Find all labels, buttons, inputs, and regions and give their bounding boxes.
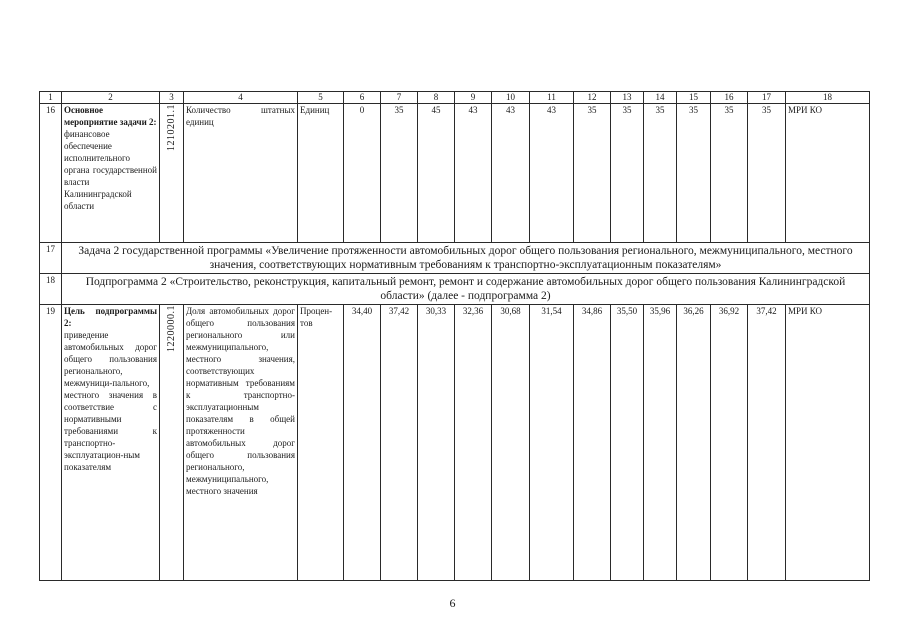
section-row [40, 243, 870, 274]
value-cell: 35 [381, 104, 418, 243]
column-header: 14 [644, 92, 677, 104]
column-header: 1 [40, 92, 62, 104]
value-cell: 34,40 [344, 305, 381, 581]
indicators-table [39, 91, 870, 581]
measure-name [62, 104, 160, 243]
value-cell: 32,36 [455, 305, 492, 581]
indicator-name: Доля автомобильных дорог общего пользования регионального или межмуниципального, местного значения, соответствующих нормативным требованиям к транспортно-эксплуатационным показателям в общей протяженности автомобильных дорог общего пользования регионального, межмуниципального, местного значения [184, 305, 298, 581]
value-cell: 43 [492, 104, 530, 243]
value-cell: 35,50 [611, 305, 644, 581]
measure-name [62, 305, 160, 581]
section-row [40, 274, 870, 305]
unit: Единиц [298, 104, 344, 243]
row-number: 16 [40, 104, 62, 243]
column-header: 2 [62, 92, 160, 104]
page-number: 6 [449, 596, 456, 610]
value-cell: 35,96 [644, 305, 677, 581]
indicator-name: Количество штатных единиц [184, 104, 298, 243]
section-title: Задача 2 государственной программы «Увеличение протяженности автомобильных дорог общего пользования регионального, межмуниципального, местного значения, соответствующих нормативным требованиям к транспортно-эксплуатационным показателям» [62, 243, 870, 274]
table-row [40, 305, 870, 581]
column-header: 10 [492, 92, 530, 104]
column-header: 15 [677, 92, 711, 104]
section-title: Подпрограмма 2 «Строительство, реконструкция, капитальный ремонт, ремонт и содержание автомобильных дорог общего пользования Калининградской области» (далее - подпрограмма 2) [62, 274, 870, 305]
value-cell: 35 [677, 104, 711, 243]
value-cell: 43 [455, 104, 492, 243]
value-cell: 43 [530, 104, 574, 243]
column-header: 3 [160, 92, 184, 104]
value-cell: 34,86 [574, 305, 611, 581]
value-cell: 37,42 [381, 305, 418, 581]
value-cell: 35 [711, 104, 748, 243]
column-header: 16 [711, 92, 748, 104]
column-header: 12 [574, 92, 611, 104]
classification-code: 1210201.1 [165, 104, 177, 151]
classification-code: 1220000.1 [165, 305, 177, 352]
responsible: МРИ КО [786, 305, 870, 581]
value-cell: 0 [344, 104, 381, 243]
row-number: 19 [40, 305, 62, 581]
value-cell: 37,42 [748, 305, 786, 581]
value-cell: 31,54 [530, 305, 574, 581]
measure-name-rest: приведение автомобильных дорог общего пользования регионального, межмуници-пального, местного значения в соответствие с нормативными требованиями к транспортно-эксплуатацион-ным показателям [64, 330, 157, 472]
value-cell: 35 [574, 104, 611, 243]
header-row [40, 92, 870, 104]
column-header: 17 [748, 92, 786, 104]
column-header: 11 [530, 92, 574, 104]
column-header: 18 [786, 92, 870, 104]
column-header: 13 [611, 92, 644, 104]
column-header: 5 [298, 92, 344, 104]
value-cell: 36,26 [677, 305, 711, 581]
unit: Процен-тов [298, 305, 344, 581]
value-cell: 35 [748, 104, 786, 243]
measure-name-bold: Цель подпрограммы 2: [64, 306, 157, 328]
value-cell: 36,92 [711, 305, 748, 581]
row-number: 18 [40, 274, 62, 305]
column-header: 9 [455, 92, 492, 104]
measure-name-bold: Основное мероприятие задачи 2: [64, 105, 157, 127]
value-cell: 35 [644, 104, 677, 243]
code-cell [160, 305, 184, 581]
measure-name-rest: финансовое обеспечение исполнительного органа государственной власти Калининградской области [64, 129, 157, 211]
value-cell: 35 [611, 104, 644, 243]
value-cell: 30,33 [418, 305, 455, 581]
value-cell: 45 [418, 104, 455, 243]
row-number: 17 [40, 243, 62, 274]
responsible: МРИ КО [786, 104, 870, 243]
column-header: 4 [184, 92, 298, 104]
column-header: 7 [381, 92, 418, 104]
column-header: 8 [418, 92, 455, 104]
value-cell: 30,68 [492, 305, 530, 581]
code-cell [160, 104, 184, 243]
table-row [40, 104, 870, 243]
column-header: 6 [344, 92, 381, 104]
